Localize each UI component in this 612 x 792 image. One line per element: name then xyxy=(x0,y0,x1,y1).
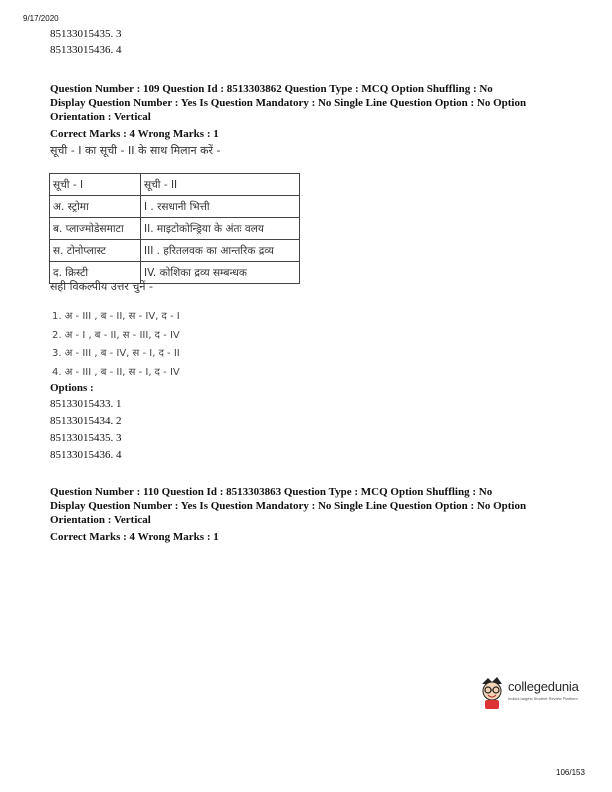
prev-option-3: 85133015435. 3 xyxy=(50,28,122,40)
q110-meta-line-2: Display Question Number : Yes Is Question Mandatory : No Single Line Question Option : No Option xyxy=(50,500,527,512)
table-cell: ब. प्लाज्मोडेसमाटा xyxy=(50,218,141,240)
table-cell: अ. स्ट्रोमा xyxy=(50,196,141,218)
option-id-1: 85133015433. 1 xyxy=(50,398,122,410)
choice-1: 1. अ - III , ब - II, स - IV, द - I xyxy=(52,311,180,322)
logo-tagline: India's largest Student Review Platform xyxy=(508,696,578,701)
options-label: Options : xyxy=(50,382,94,394)
table-cell: I . रसधानी भित्ती xyxy=(141,196,300,218)
q109-meta-line-1: Question Number : 109 Question Id : 8513303862 Question Type : MCQ Option Shuffling : No xyxy=(50,83,493,95)
table-cell: III . हरितलवक का आन्तरिक द्रव्य xyxy=(141,240,300,262)
choice-2: 2. अ - I , ब - II, स - III, द - IV xyxy=(52,330,180,341)
choice-4: 4. अ - III , ब - II, स - I, द - IV xyxy=(52,367,180,378)
collegedunia-logo xyxy=(478,676,578,712)
mascot-icon xyxy=(478,676,506,710)
table-row xyxy=(50,196,300,218)
table-cell: सूची - I xyxy=(50,174,141,196)
table-row xyxy=(50,174,300,196)
table-row xyxy=(50,240,300,262)
table-row xyxy=(50,218,300,240)
q110-marks: Correct Marks : 4 Wrong Marks : 1 xyxy=(50,531,219,543)
q109-prompt: सही विकल्पीय उत्तर चुनें - xyxy=(50,280,153,293)
q109-meta-line-3: Orientation : Vertical xyxy=(50,111,151,123)
q109-instruction: सूची - I का सूची - II के साथ मिलान करें - xyxy=(50,144,221,157)
prev-option-4: 85133015436. 4 xyxy=(50,44,122,56)
table-cell: II. माइटोकोन्ड्रिया के अंतः वलय xyxy=(141,218,300,240)
table-cell: स. टोनोप्लास्ट xyxy=(50,240,141,262)
table-cell: सूची - II xyxy=(141,174,300,196)
option-id-3: 85133015435. 3 xyxy=(50,432,122,444)
choice-3: 3. अ - III , ब - IV, स - I, द - II xyxy=(52,348,180,359)
print-date: 9/17/2020 xyxy=(23,14,59,23)
q109-meta-line-2: Display Question Number : Yes Is Question Mandatory : No Single Line Question Option : No Option xyxy=(50,97,527,109)
q109-marks: Correct Marks : 4 Wrong Marks : 1 xyxy=(50,128,219,140)
option-id-4: 85133015436. 4 xyxy=(50,449,122,461)
table-cell: द. क्रिस्टी xyxy=(50,262,141,284)
table-cell: IV. कोशिका द्रव्य सम्बन्धक xyxy=(141,262,300,284)
match-table xyxy=(49,173,300,284)
page-number: 106/153 xyxy=(556,768,585,777)
q110-meta-line-3: Orientation : Vertical xyxy=(50,514,151,526)
option-id-2: 85133015434. 2 xyxy=(50,415,122,427)
logo-wordmark: collegedunia xyxy=(508,679,579,694)
q110-meta-line-1: Question Number : 110 Question Id : 8513303863 Question Type : MCQ Option Shuffling : No xyxy=(50,486,493,498)
